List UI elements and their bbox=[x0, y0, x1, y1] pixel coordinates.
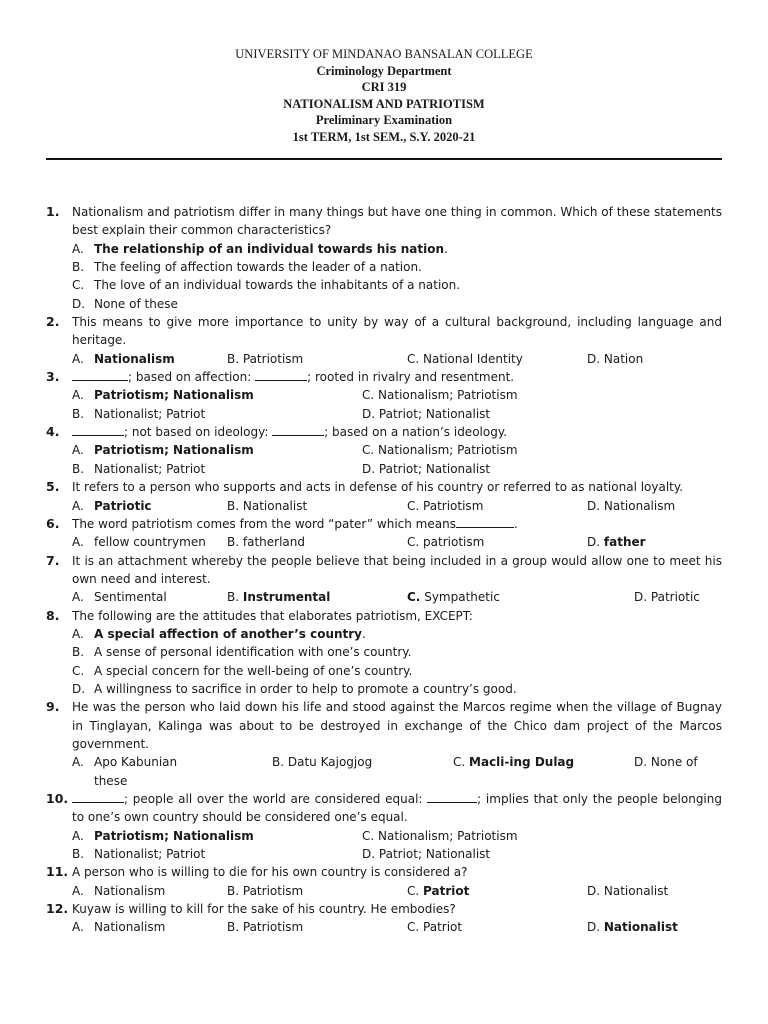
term-line: 1st TERM, 1st SEM., S.Y. 2020-21 bbox=[292, 129, 476, 144]
option-letter: B. bbox=[72, 645, 85, 660]
option-text: Nationalism bbox=[94, 883, 166, 898]
option-letter: A. bbox=[72, 498, 84, 513]
question-number: 8. bbox=[46, 607, 60, 623]
option-letter: D. bbox=[634, 755, 648, 770]
question-text-part: ; based on affection: bbox=[128, 370, 252, 385]
option-text: Patriotism bbox=[242, 920, 304, 935]
question-list bbox=[46, 203, 722, 937]
answer-text: father bbox=[603, 535, 646, 550]
answer-text: Macli-ing Dulag bbox=[469, 755, 575, 770]
option-d bbox=[362, 405, 490, 423]
option-c bbox=[407, 350, 523, 368]
exam-name: Preliminary Examination bbox=[315, 113, 453, 127]
option-letter: D. bbox=[362, 847, 376, 862]
option-text: Patriotism bbox=[242, 351, 304, 366]
option-letter: D. bbox=[362, 406, 376, 421]
option-c bbox=[72, 662, 722, 680]
option-text: fellow countrymen bbox=[94, 535, 206, 550]
option-letter: B. bbox=[72, 260, 85, 275]
answer-blank bbox=[72, 791, 124, 803]
question-text: A person who is willing to die for his own country is considered a? bbox=[72, 865, 468, 880]
option-text: None of bbox=[650, 755, 698, 770]
question-number: 5. bbox=[46, 479, 60, 495]
option-letter: C. bbox=[407, 883, 420, 898]
options-row bbox=[72, 753, 722, 771]
question-number: 11. bbox=[46, 864, 69, 880]
option-letter: D. bbox=[72, 681, 86, 696]
option-c bbox=[362, 827, 518, 845]
option-letter: C. bbox=[407, 920, 420, 935]
answer-blank bbox=[255, 369, 307, 381]
option-text: Apo Kabunian bbox=[94, 755, 178, 770]
option-text: A special concern for the well-being of one’s country. bbox=[94, 663, 413, 678]
option-letter: A. bbox=[72, 351, 84, 366]
option-b bbox=[72, 643, 722, 661]
option-d bbox=[634, 588, 700, 606]
option-text: The love of an individual towards the inhabitants of a nation. bbox=[94, 278, 461, 293]
question-text bbox=[72, 790, 722, 827]
option-b bbox=[227, 350, 303, 368]
options-row bbox=[72, 441, 722, 459]
question-number: 7. bbox=[46, 552, 60, 568]
option-letter: C. bbox=[362, 828, 375, 843]
option-d bbox=[634, 753, 698, 771]
question-text-part: ; not based on ideology: bbox=[124, 425, 269, 440]
options-row bbox=[72, 497, 722, 515]
option-text: A sense of personal identification with one’s country. bbox=[94, 645, 412, 660]
option-text: Nationalism bbox=[603, 498, 676, 513]
option-letter: C. bbox=[362, 388, 375, 403]
answer-text: The relationship of an individual towards his nation bbox=[94, 241, 445, 256]
option-letter: B. bbox=[272, 755, 285, 770]
question-text: Kuyaw is willing to kill for the sake of his country. He embodies? bbox=[72, 902, 456, 917]
question-text: This means to give more importance to unity by way of a cultural background, including language and heritage. bbox=[72, 315, 722, 348]
option-letter: B. bbox=[72, 847, 85, 862]
department-name: Criminology Department bbox=[316, 63, 452, 78]
option-letter: D. bbox=[634, 590, 648, 605]
option-letter: B. bbox=[72, 461, 85, 476]
option-letter: C. bbox=[72, 278, 85, 293]
options-row bbox=[72, 882, 722, 900]
question-text: The following are the attitudes that elaborates patriotism, EXCEPT: bbox=[72, 608, 473, 623]
option-letter: A. bbox=[72, 755, 84, 770]
question-number: 6. bbox=[46, 515, 60, 531]
answer-text: Patriot bbox=[423, 883, 470, 898]
question-text bbox=[72, 368, 722, 386]
option-letter: D. bbox=[362, 461, 376, 476]
question-8 bbox=[46, 607, 722, 699]
options-row bbox=[72, 386, 722, 404]
option-text: Patriot; Nationalist bbox=[378, 847, 491, 862]
question-text: It is an attachment whereby the people believe that being included in a group would allow one to meet his own need and interest. bbox=[72, 553, 722, 586]
options-row bbox=[72, 405, 722, 423]
option-b bbox=[227, 918, 303, 936]
option-letter: B. bbox=[227, 920, 240, 935]
answer-blank bbox=[72, 424, 124, 436]
option-letter: A. bbox=[72, 535, 84, 550]
question-text bbox=[72, 515, 722, 533]
option-text: Sympathetic bbox=[424, 590, 500, 605]
question-number: 3. bbox=[46, 369, 60, 385]
option-d bbox=[72, 295, 722, 313]
answer-text: Nationalism bbox=[94, 351, 175, 366]
option-letter: A. bbox=[72, 828, 84, 843]
question-12 bbox=[46, 900, 722, 937]
option-b bbox=[227, 497, 307, 515]
question-1 bbox=[46, 203, 722, 313]
option-c bbox=[407, 882, 469, 900]
question-text: Nationalism and patriotism differ in many things but have one thing in common. Which of these statements best explain their common characteristics? bbox=[72, 205, 722, 238]
options-row bbox=[72, 533, 722, 551]
options-row bbox=[72, 350, 722, 368]
option-letter: A. bbox=[72, 241, 84, 256]
answer-text: Nationalist bbox=[603, 920, 678, 935]
option-text: Nation bbox=[603, 351, 644, 366]
question-number: 10. bbox=[46, 791, 69, 806]
question-3 bbox=[46, 368, 722, 423]
option-text: Nationalist; Patriot bbox=[94, 461, 206, 476]
option-text: Nationalism; Patriotism bbox=[378, 828, 518, 843]
answer-text: Patriotism; Nationalism bbox=[94, 388, 254, 403]
option-c bbox=[407, 588, 500, 606]
option-text: Nationalism; Patriotism bbox=[378, 388, 518, 403]
option-letter: A. bbox=[72, 388, 84, 403]
question-11 bbox=[46, 863, 722, 900]
option-letter: A. bbox=[72, 920, 84, 935]
question-number: 1. bbox=[46, 204, 60, 219]
options-row bbox=[72, 827, 722, 845]
option-text: Patriot bbox=[423, 920, 463, 935]
option-letter: B. bbox=[72, 406, 85, 421]
option-text: Datu Kajogjog bbox=[287, 755, 373, 770]
answer-text: Instrumental bbox=[242, 590, 331, 605]
option-c bbox=[362, 386, 518, 404]
option-letter: D. bbox=[587, 920, 601, 935]
option-b bbox=[72, 258, 722, 276]
header-divider bbox=[46, 158, 722, 160]
option-c bbox=[72, 276, 722, 294]
option-text: Nationalist bbox=[603, 883, 669, 898]
option-d bbox=[587, 918, 678, 936]
option-b bbox=[272, 753, 372, 771]
course-code: CRI 319 bbox=[361, 80, 407, 94]
options-row bbox=[72, 845, 722, 863]
option-d-continued bbox=[72, 772, 722, 790]
option-text: patriotism bbox=[423, 535, 485, 550]
answer-text: Patriotism; Nationalism bbox=[94, 443, 254, 458]
option-d bbox=[587, 497, 675, 515]
option-letter: D. bbox=[587, 498, 601, 513]
option-a bbox=[72, 625, 722, 643]
option-text: Patriotism bbox=[242, 883, 304, 898]
exam-header bbox=[0, 46, 768, 145]
option-d bbox=[362, 845, 490, 863]
question-5 bbox=[46, 478, 722, 515]
option-c bbox=[407, 497, 483, 515]
answer-blank bbox=[72, 369, 128, 381]
answer-text: A special affection of another’s country bbox=[94, 626, 363, 641]
option-letter: B. bbox=[227, 883, 240, 898]
option-d bbox=[587, 533, 646, 551]
option-text: Patriotism bbox=[423, 498, 484, 513]
option-d bbox=[72, 680, 722, 698]
option-letter: C. bbox=[362, 443, 375, 458]
option-d bbox=[587, 350, 643, 368]
option-letter: C. bbox=[407, 535, 420, 550]
option-a bbox=[72, 240, 722, 258]
option-letter: A. bbox=[72, 626, 84, 641]
option-letter: B. bbox=[227, 535, 240, 550]
option-text: A willingness to sacrifice in order to help to promote a country’s good. bbox=[94, 681, 517, 696]
question-2 bbox=[46, 313, 722, 368]
options-row bbox=[72, 588, 722, 606]
question-6 bbox=[46, 515, 722, 552]
option-text: Nationalist; Patriot bbox=[94, 847, 206, 862]
option-d bbox=[587, 882, 668, 900]
option-c bbox=[453, 753, 574, 771]
question-7 bbox=[46, 552, 722, 607]
question-text: It refers to a person who supports and acts in defense of his country or referred to as national loyalty. bbox=[72, 480, 684, 495]
option-letter: B. bbox=[227, 498, 240, 513]
question-10 bbox=[46, 790, 722, 863]
question-number: 12. bbox=[46, 901, 69, 917]
option-letter: D. bbox=[587, 351, 601, 366]
answer-text: Patriotic bbox=[94, 498, 152, 513]
option-suffix: . bbox=[362, 626, 366, 641]
course-title: NATIONALISM AND PATRIOTISM bbox=[283, 96, 485, 111]
answer-text: Patriotism; Nationalism bbox=[94, 828, 254, 843]
option-text: Sentimental bbox=[94, 590, 167, 605]
question-text bbox=[72, 423, 722, 441]
option-text: these bbox=[94, 773, 128, 788]
option-letter: A. bbox=[72, 590, 84, 605]
university-name: UNIVERSITY OF MINDANAO BANSALAN COLLEGE bbox=[235, 47, 533, 61]
option-text: Nationalism; Patriotism bbox=[378, 443, 518, 458]
question-text-part: ; based on a nation’s ideology. bbox=[324, 425, 508, 440]
option-letter: A. bbox=[72, 883, 84, 898]
option-text: Nationalism bbox=[94, 920, 166, 935]
option-c bbox=[362, 441, 518, 459]
option-text: None of these bbox=[94, 296, 178, 311]
options-row bbox=[72, 460, 722, 478]
answer-blank bbox=[456, 516, 514, 528]
option-text: fatherland bbox=[242, 535, 305, 550]
option-text: Patriot; Nationalist bbox=[378, 461, 491, 476]
option-b bbox=[227, 588, 330, 606]
option-suffix: . bbox=[444, 241, 448, 256]
question-text-part: . bbox=[513, 516, 518, 531]
option-letter: D. bbox=[587, 883, 601, 898]
option-text: Nationalist; Patriot bbox=[94, 406, 206, 421]
question-9 bbox=[46, 698, 722, 790]
option-letter: A. bbox=[72, 443, 84, 458]
option-letter: B. bbox=[227, 351, 240, 366]
question-text-part: ; people all over the world are considered equal: bbox=[124, 792, 423, 806]
question-text-part: ; rooted in rivalry and resentment. bbox=[307, 370, 515, 385]
question-number: 2. bbox=[46, 314, 60, 330]
option-text: Patriot; Nationalist bbox=[378, 406, 491, 421]
option-letter: C. bbox=[407, 590, 421, 605]
question-text-part: ; implies that only the people belonging to one’s own country should be considered one’s equal. bbox=[72, 792, 722, 825]
question-text-part: The word patriotism comes from the word “pater” which means bbox=[72, 516, 456, 531]
answer-blank bbox=[272, 424, 324, 436]
option-letter: C. bbox=[407, 351, 420, 366]
option-letter: C. bbox=[72, 663, 85, 678]
option-letter: B. bbox=[227, 590, 240, 605]
option-d bbox=[362, 460, 490, 478]
option-c bbox=[407, 533, 484, 551]
option-b bbox=[227, 533, 305, 551]
option-c bbox=[407, 918, 462, 936]
answer-blank bbox=[427, 791, 477, 803]
option-letter: D. bbox=[587, 535, 601, 550]
option-text: Patriotic bbox=[650, 590, 700, 605]
option-b bbox=[227, 882, 303, 900]
options-row bbox=[72, 918, 722, 936]
question-number: 4. bbox=[46, 424, 60, 440]
option-letter: C. bbox=[407, 498, 420, 513]
option-text: The feeling of affection towards the leader of a nation. bbox=[94, 260, 422, 275]
question-text: He was the person who laid down his life and stood against the Marcos regime when the village of Bugnay in Tinglayan, Kalinga was about to be destroyed in exchange of the Chico dam project of the Marcos government. bbox=[72, 700, 722, 751]
option-letter: D. bbox=[72, 296, 86, 311]
option-letter: C. bbox=[453, 755, 466, 770]
question-number: 9. bbox=[46, 699, 60, 715]
question-4 bbox=[46, 423, 722, 478]
option-text: Nationalist bbox=[242, 498, 308, 513]
option-text: National Identity bbox=[423, 351, 523, 366]
